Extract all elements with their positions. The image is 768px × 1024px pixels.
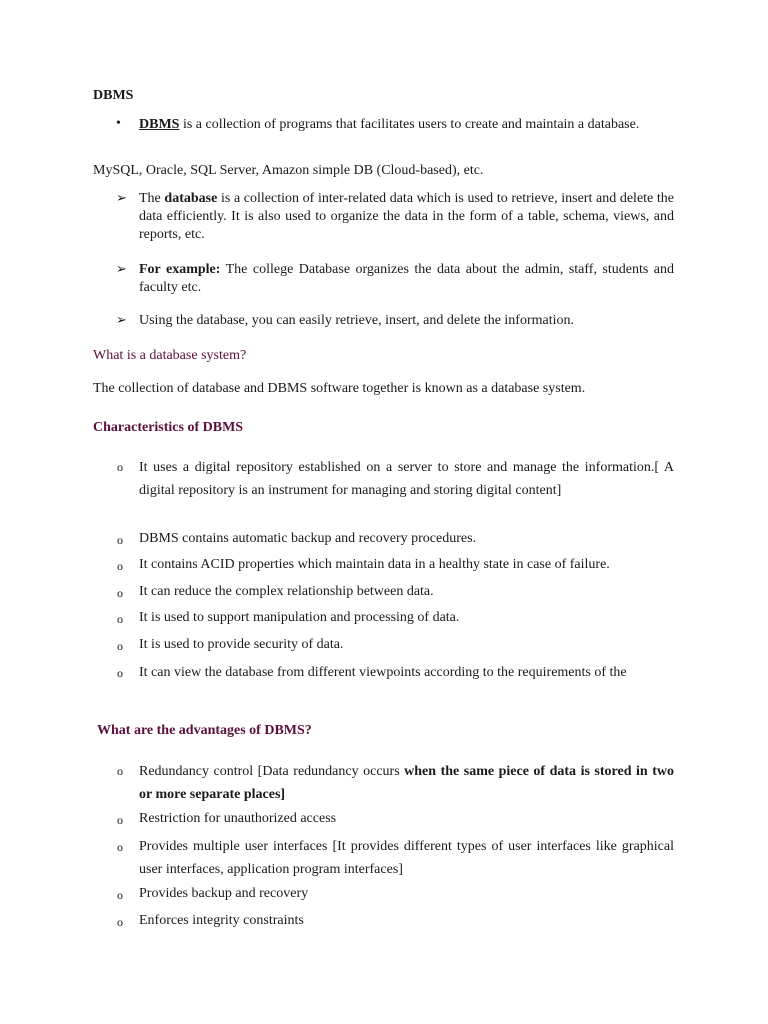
advantage-item: Provides backup and recovery xyxy=(139,886,309,901)
arrow-bullet-marker: ➢ xyxy=(116,261,127,276)
characteristic-item: DBMS contains automatic backup and recovery procedures. xyxy=(139,531,477,546)
characteristic-item: It is used to provide security of data. xyxy=(139,637,344,652)
list-marker: o xyxy=(117,586,123,600)
advantage-item: Provides multiple user interfaces [It provides different types of user interfaces like graphical user interfaces, application program interfaces] xyxy=(139,839,674,877)
list-marker: o xyxy=(117,559,123,573)
bullet-marker: • xyxy=(116,116,121,131)
list-marker: o xyxy=(117,639,123,653)
intro-bullet-rest: is a collection of programs that facilitates users to create and maintain a database. xyxy=(179,117,640,132)
advantage-item: Restriction for unauthorized access xyxy=(139,811,337,826)
arrow-item: Using the database, you can easily retrieve, insert, and delete the information. xyxy=(139,313,575,328)
database-system-heading: What is a database system? xyxy=(93,348,247,363)
list-marker: o xyxy=(117,915,123,929)
database-system-answer: The collection of database and DBMS software together is known as a database system. xyxy=(93,381,586,396)
characteristic-item: It can reduce the complex relationship between data. xyxy=(139,584,434,599)
characteristic-item: It uses a digital repository established on a server to store and manage the information.[ A digital repository is an instrument for managing and storing digital content] xyxy=(139,460,674,498)
list-marker: o xyxy=(117,813,123,827)
characteristic-item: It contains ACID properties which maintain data in a healthy state in case of failure. xyxy=(139,557,610,572)
list-marker: o xyxy=(117,764,123,778)
doc-title: DBMS xyxy=(93,88,134,103)
examples-line: MySQL, Oracle, SQL Server, Amazon simple DB (Cloud-based), etc. xyxy=(93,163,484,178)
list-marker: o xyxy=(117,666,123,680)
advantage-item: Redundancy control [Data redundancy occurs when the same piece of data is stored in two or more separate places] xyxy=(139,764,674,802)
arrow-item: The database is a collection of inter-related data which is used to retrieve, insert and delete the data efficiently. It is also used to organize the data in the form of a table, schema, views, and reports, etc. xyxy=(139,191,675,242)
list-marker: o xyxy=(117,460,123,474)
advantage-item: Enforces integrity constraints xyxy=(139,913,304,928)
list-marker: o xyxy=(117,612,123,626)
characteristics-heading: Characteristics of DBMS xyxy=(93,420,244,435)
list-marker: o xyxy=(117,533,123,547)
arrow-bullet-marker: ➢ xyxy=(116,190,127,205)
arrow-bullet-marker: ➢ xyxy=(116,312,127,327)
characteristic-item: It can view the database from different viewpoints according to the requirements of the xyxy=(139,665,627,680)
intro-bullet-text xyxy=(139,116,674,134)
dbms-term: DBMS xyxy=(139,117,180,132)
list-marker: o xyxy=(117,840,123,854)
characteristic-item: It is used to support manipulation and processing of data. xyxy=(139,610,460,625)
advantages-heading: What are the advantages of DBMS? xyxy=(97,723,312,738)
list-marker: o xyxy=(117,888,123,902)
arrow-item: For example: The college Database organizes the data about the admin, staff, students and faculty etc. xyxy=(139,262,674,295)
